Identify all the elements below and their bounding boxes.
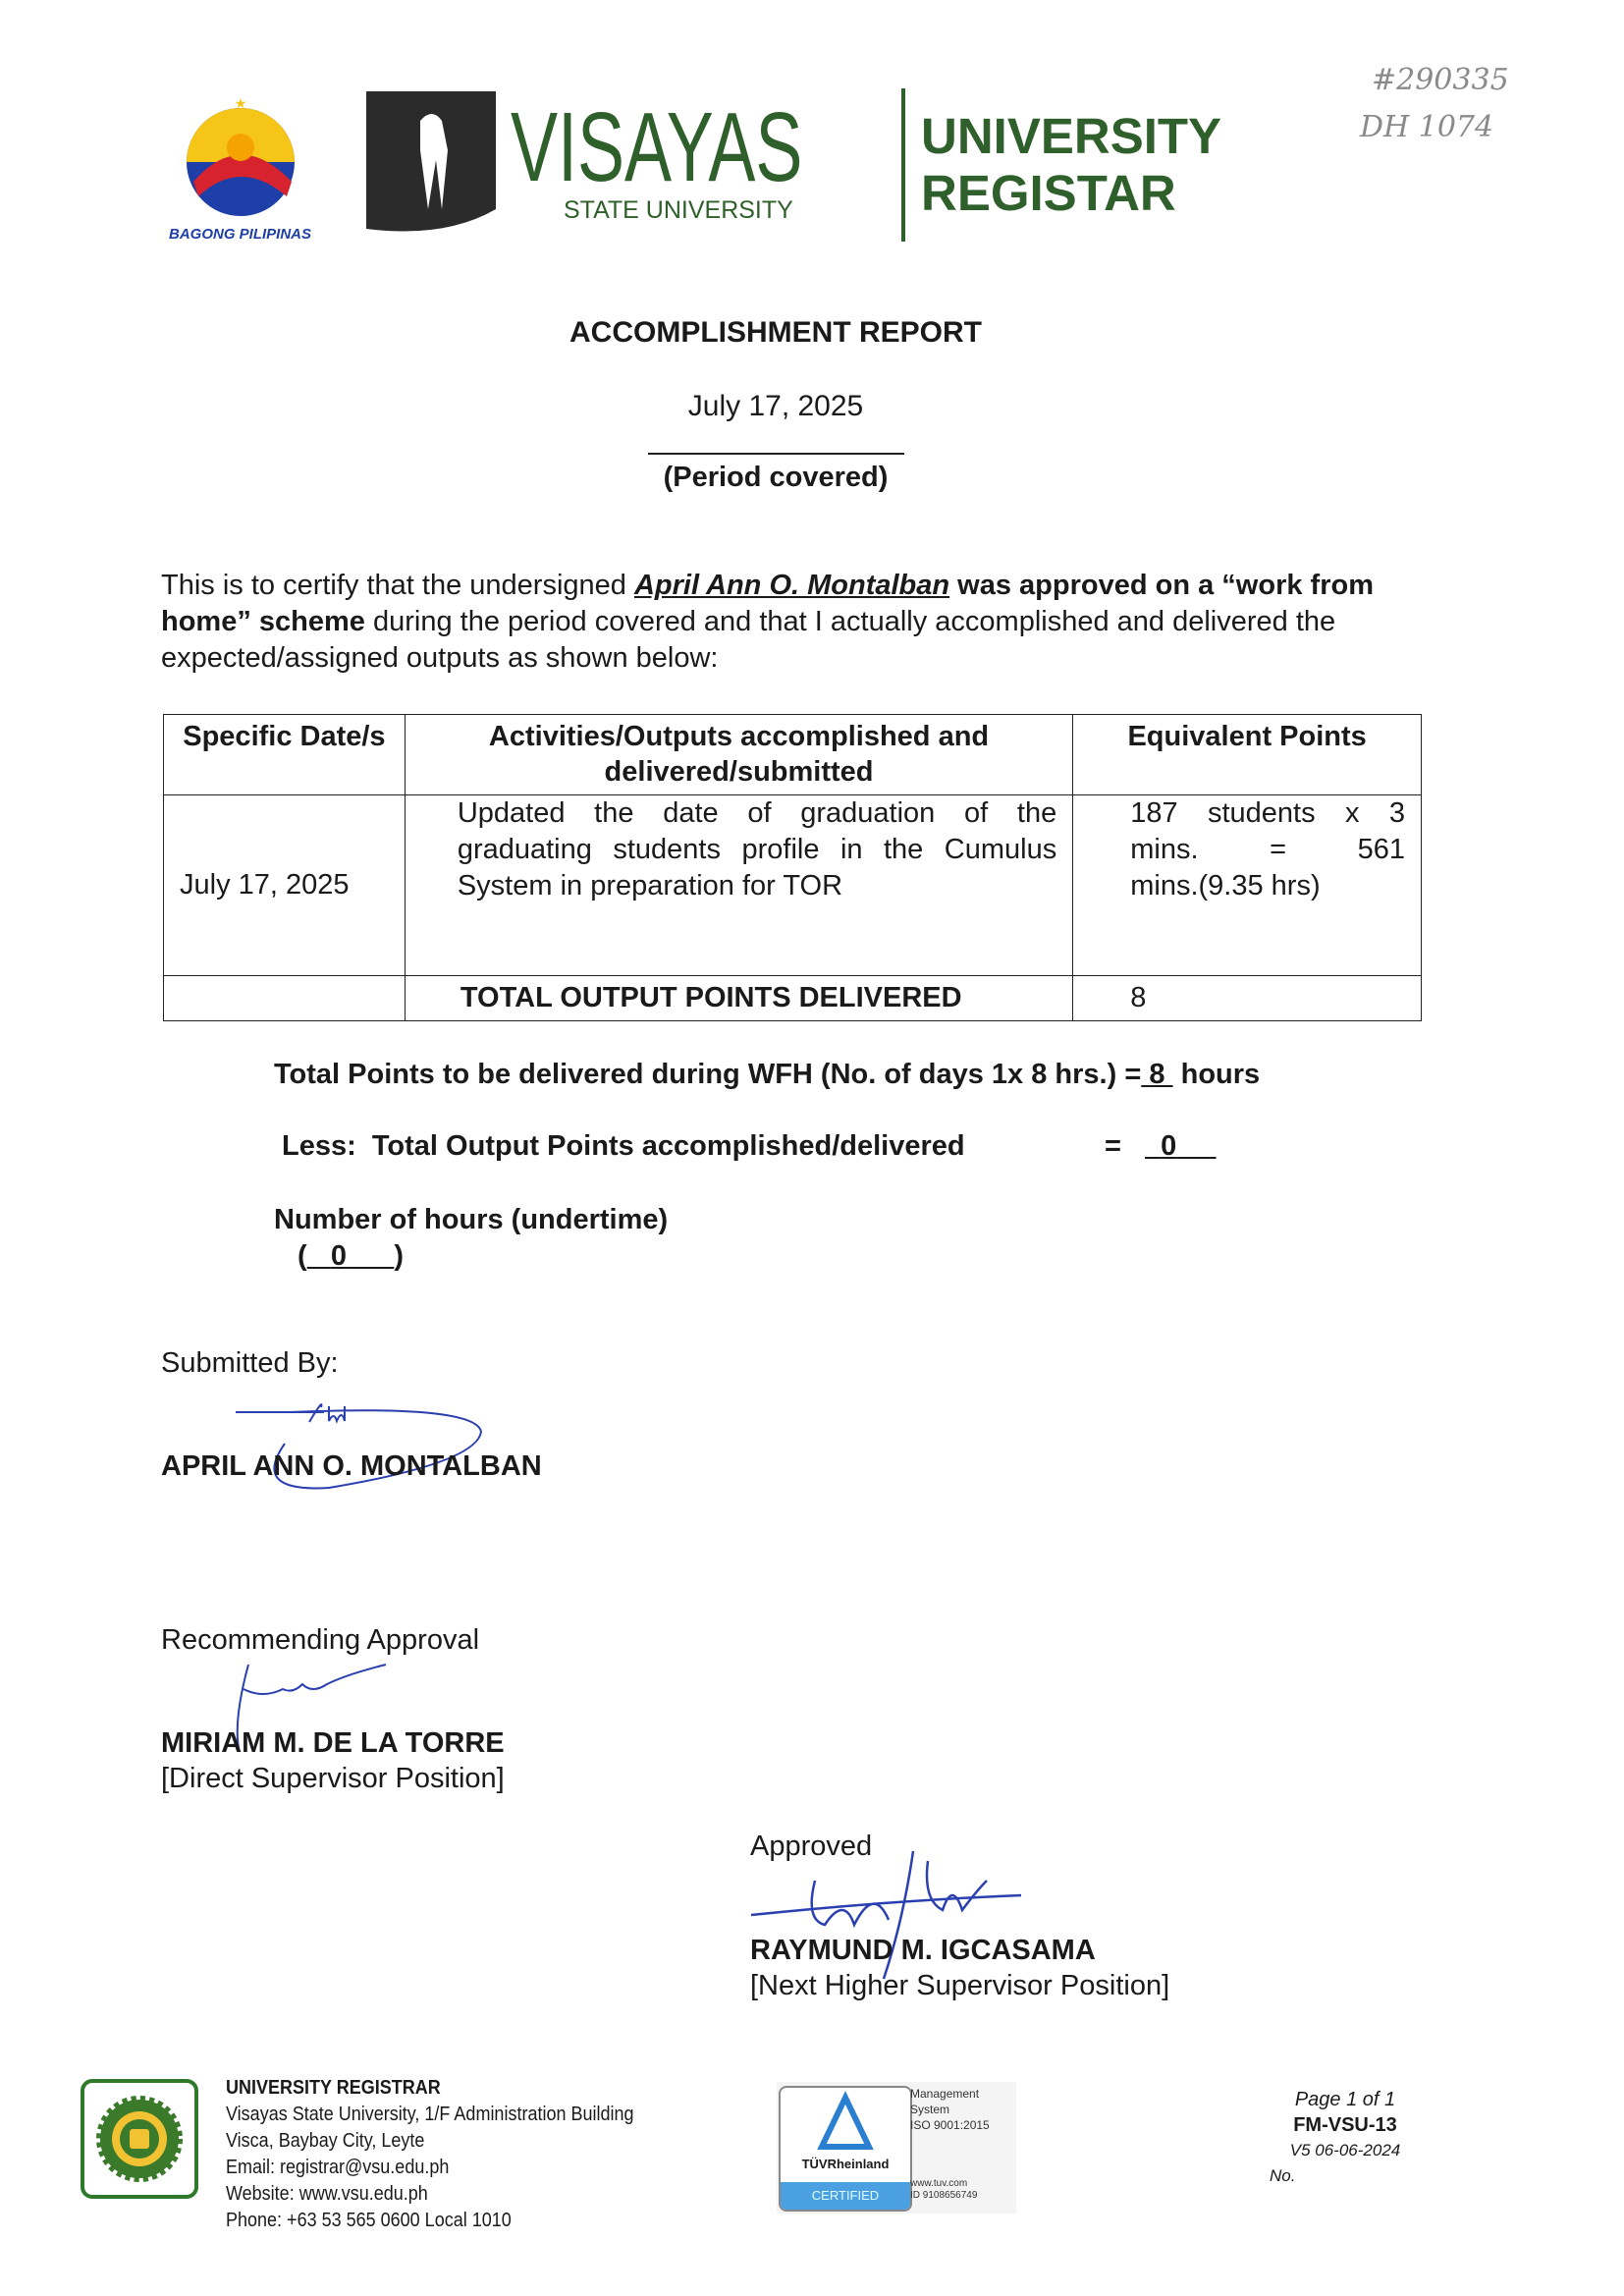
no-label: No. [1270,2166,1296,2185]
header-divider [901,88,905,242]
less-value-text: 0 [1161,1130,1177,1162]
tuv-certification-badge [777,2082,1016,2214]
footer-office: UNIVERSITY REGISTRAR [226,2077,441,2099]
page-number: Page 1 of 1 [1294,2089,1396,2110]
total-points-unit: hours [1180,1059,1261,1090]
university-sub: STATE UNIVERSITY [564,196,793,224]
bagong-pilipinas-logo [154,88,326,250]
office-title [921,108,1221,222]
university-name: VISAYAS [511,92,803,202]
tuv-triangle-icon [781,2088,910,2157]
approved-name: RAYMUND M. IGCASAMA [750,1935,1096,1966]
table-row [164,795,1422,976]
tuv-line2: System [910,2103,950,2116]
row-date: July 17, 2025 [164,795,406,976]
tuv-id: ID 9108656749 [910,2190,978,2201]
vsu-logo-icon [366,91,496,245]
recommending-label: Recommending Approval [161,1624,480,1656]
cert-scheme: was approved on a “work from home” scheme [161,570,1374,637]
less-value [1145,1130,1217,1163]
accomplishment-table [163,714,1422,1021]
total-points-value: 8 [1149,1059,1165,1090]
undertime-label: Number of hours (undertime) [274,1204,669,1235]
table-header-row [164,715,1422,795]
office-title-line2: REGISTAR [921,165,1176,221]
tuv-logo [779,2086,912,2212]
points-line3: mins.(9.35 hrs) [1130,870,1321,902]
row-points [1073,795,1422,976]
form-code: FM-VSU-13 [1293,2114,1397,2136]
total-label: TOTAL OUTPUT POINTS DELIVERED [405,976,1072,1021]
footer-email: Email: registrar@vsu.edu.ph [226,2157,450,2178]
tuv-line3: ISO 9001:2015 [910,2118,990,2132]
cert-text-end: during the period covered and that I actually accomplished and delivered the expected/assigned outputs as shown below: [161,606,1336,674]
bagong-pilipinas-text: BAGONG PILIPINAS [168,226,311,243]
total-empty-cell [164,976,406,1021]
cert-text: This is to certify that the undersigned [161,570,634,601]
recommending-position: [Direct Supervisor Position] [161,1763,505,1794]
date-underline [648,453,904,455]
header-activities: Activities/Outputs accomplished and delivered/submitted [405,715,1072,795]
registrar-seal-icon [81,2079,198,2199]
row-activity [405,795,1072,976]
report-title: ACCOMPLISHMENT REPORT [569,316,982,349]
tuv-certified: CERTIFIED [781,2182,910,2210]
office-title-line1: UNIVERSITY [921,108,1222,164]
row-activity-text: Updated the date of graduation of the graduating students profile in the Cumulus System in preparation for TOR [457,797,1057,902]
footer-address2: Visca, Baybay City, Leyte [226,2130,425,2152]
total-value: 8 [1073,976,1422,1021]
tuv-url: www.tuv.com [910,2178,968,2189]
undertime-value: ( 0 ) [298,1240,404,1272]
footer-website: Website: www.vsu.edu.ph [226,2183,428,2205]
submitted-label: Submitted By: [161,1347,339,1379]
period-label: (Period covered) [663,462,889,493]
handwritten-line1: #290335 [1372,63,1509,97]
less-label: Less: Total Output Points accomplished/delivered [282,1130,965,1162]
points-line2: mins. = 561 [1130,834,1405,865]
undertime-value-text: 0 [330,1240,347,1272]
footer-phone: Phone: +63 53 565 0600 Local 1010 [226,2210,512,2231]
form-version: V5 06-06-2024 [1289,2141,1401,2159]
tuv-line1: Management [910,2087,980,2101]
total-points-line [274,1059,1260,1091]
points-line1: 187 students x 3 [1130,797,1405,829]
certification-paragraph [161,568,1403,677]
svg-text:★: ★ [234,95,247,111]
report-date: July 17, 2025 [687,390,864,422]
submitted-name: APRIL ANN O. MONTALBAN [161,1450,542,1482]
footer-contact [226,2075,634,2234]
handwritten-note [1360,57,1509,151]
footer-address1: Visayas State University, 1/F Administration Building [226,2104,634,2125]
handwritten-line2: DH 1074 [1360,110,1494,144]
less-equals: = [1105,1130,1121,1162]
approved-position: [Next Higher Supervisor Position] [750,1970,1170,2001]
table-total-row [164,976,1422,1021]
header-date: Specific Date/s [164,715,406,795]
page-info [1267,2087,1424,2163]
tuv-brand: TÜVRheinland [801,2157,890,2171]
recommending-name: MIRIAM M. DE LA TORRE [161,1727,505,1759]
approved-label: Approved [750,1831,873,1862]
total-points-label: Total Points to be delivered during WFH (No. of days 1x 8 hrs.) = [274,1059,1142,1090]
header-points: Equivalent Points [1073,715,1422,795]
cert-name: April Ann O. Montalban [633,570,950,601]
